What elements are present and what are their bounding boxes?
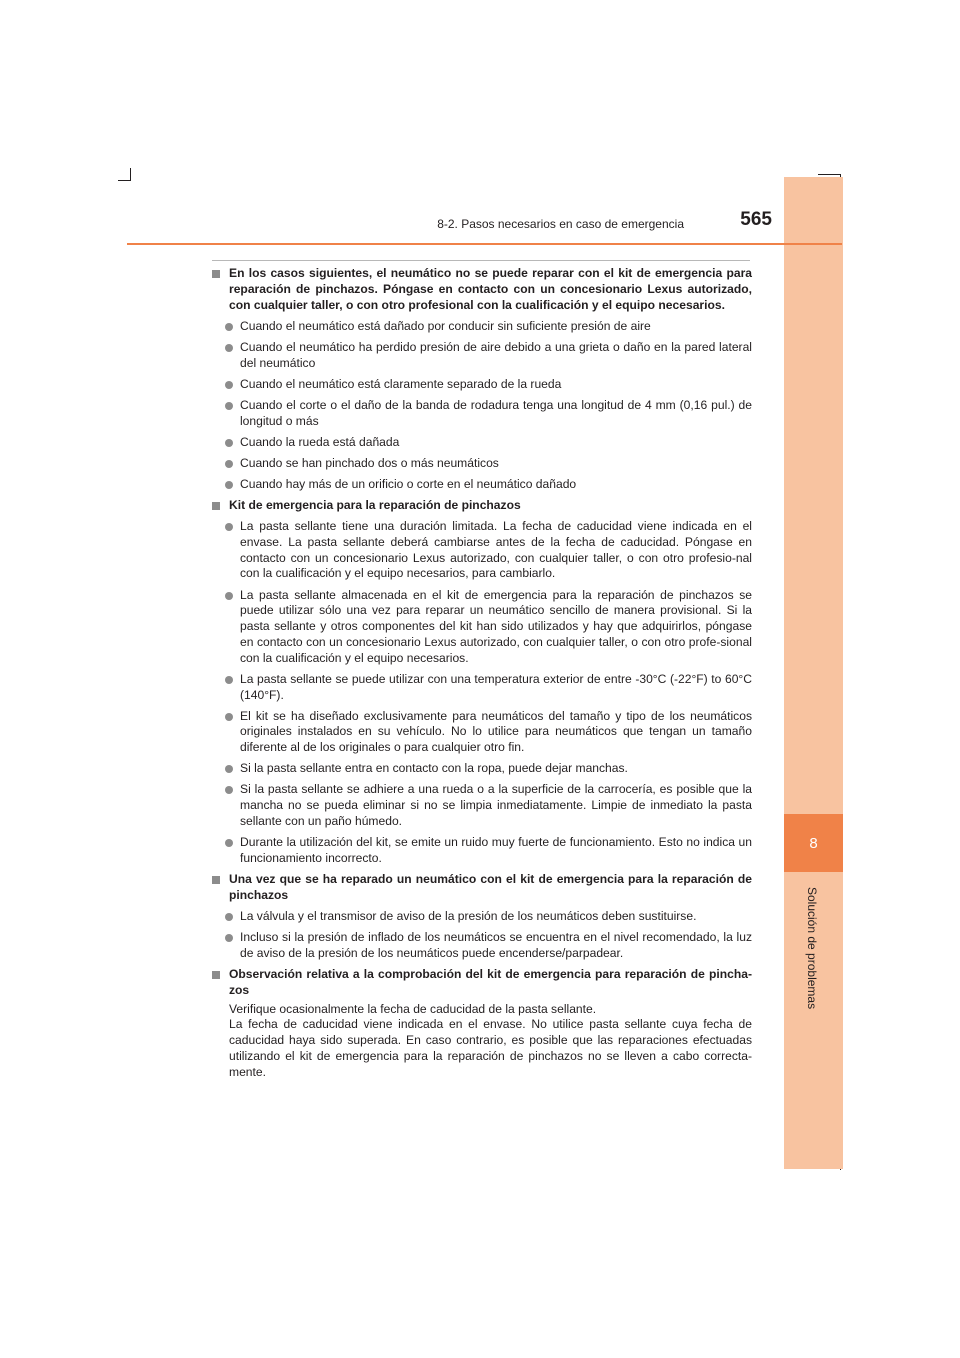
list-item: [212, 398, 752, 430]
item-text: Cuando el neumático está dañado por conducir sin suficiente presión de aire: [240, 318, 651, 333]
square-bullet-icon: [212, 502, 220, 510]
section-title: 8-2. Pasos necesarios en caso de emergencia: [437, 217, 684, 231]
block-heading: Una vez que se ha reparado un neumático con el kit de emergencia para la reparación de pinchazos: [229, 872, 752, 902]
section-block: [212, 872, 752, 962]
item-text: Durante la utilización del kit, se emite un ruido muy fuerte de funcionamiento. Esto no indica un funcionamiento incorrecto.: [240, 835, 752, 865]
round-bullet-icon: [225, 934, 233, 942]
item-text: Cuando el neumático ha perdido presión de aire debido a una grieta o daño en la pared lateral del neumático: [240, 339, 752, 370]
page-number: 565: [740, 209, 772, 230]
item-text: El kit se ha diseñado exclusivamente para neumáticos del tamaño y tipo de los neumáticos originales instalados en su vehículo. No lo utilice para neumáticos que tengan un tamaño diferente al de los originales o para cualquier otro fin.: [240, 708, 752, 755]
paragraph: La fecha de caducidad viene indicada en el envase. No utilice pasta sellante cuya fecha de caducidad haya sido superada. En caso contrario, es posible que las reparaciones efectuadas utilizando el kit de emergencia para la reparación de pinchazos no se lleven a cabo correcta-mente.: [229, 1017, 752, 1079]
round-bullet-icon: [225, 913, 233, 921]
item-text: La válvula y el transmisor de aviso de la presión de los neumáticos deben sustituirse.: [240, 908, 697, 923]
item-text: La pasta sellante almacenada en el kit de emergencia para la reparación de pinchazos se puede utilizar sólo una vez para reparar un neumático sencillo de manera provisional. Si la pasta sellante y otros componentes del kit han sido utilizados y hay que adquirirlos, póngase en contacto con un concesionario Lexus autorizado, con cualquier taller, o con otro profe-sional con la cualificación y el equipo necesarios.: [240, 587, 752, 665]
chapter-title: Solución de problemas: [805, 887, 819, 1010]
list-item: [212, 782, 752, 829]
list-item: [212, 519, 752, 582]
block-heading: En los casos siguientes, el neumático no se puede reparar con el kit de emergencia para reparación de pinchazos. Póngase en contacto con un concesionario Lexus autorizado, con cualquier taller, o con otro profesional con la cualificación y el equipo necesarios.: [229, 266, 752, 312]
list-item: [212, 909, 752, 925]
header-rule: [127, 243, 842, 245]
round-bullet-icon: [225, 786, 233, 794]
item-text: Cuando el neumático está claramente separado de la rueda: [240, 376, 562, 391]
list-item: [212, 672, 752, 704]
list-item: [212, 456, 752, 472]
square-bullet-icon: [212, 971, 220, 979]
item-text: Cuando hay más de un orificio o corte en el neumático dañado: [240, 476, 577, 491]
round-bullet-icon: [225, 402, 233, 410]
round-bullet-icon: [225, 344, 233, 352]
square-bullet-icon: [212, 876, 220, 884]
page-content: [212, 266, 752, 1086]
item-text: Si la pasta sellante se adhiere a una rueda o a la superficie de la carrocería, es posible que la mancha no se pueda eliminar si no se limpia inmediatamente. Limpie de inmediato la pasta sellante con un paño húmedo.: [240, 782, 752, 829]
content-top-rule: [212, 260, 750, 261]
block-heading: Observación relativa a la comprobación del kit de emergencia para reparación de pincha-zos: [229, 966, 752, 997]
round-bullet-icon: [225, 523, 233, 531]
chapter-side-tab: [784, 177, 843, 1169]
item-text: Incluso si la presión de inflado de los neumáticos se encuentra en el nivel recomendado, la luz de aviso de la presión de los neumáticos puede encenderse/parpadear.: [240, 930, 752, 960]
round-bullet-icon: [225, 839, 233, 847]
list-item: [212, 377, 752, 393]
item-text: Cuando la rueda está dañada: [240, 434, 400, 449]
list-item: [212, 588, 752, 667]
paragraph: Verifique ocasionalmente la fecha de caducidad de la pasta sellante.: [229, 1001, 597, 1016]
list-item: [212, 477, 752, 493]
round-bullet-icon: [225, 460, 233, 468]
round-bullet-icon: [225, 439, 233, 447]
crop-mark: [118, 180, 131, 181]
list-item: [212, 340, 752, 372]
list-item: [212, 761, 752, 777]
round-bullet-icon: [225, 713, 233, 721]
round-bullet-icon: [225, 481, 233, 489]
section-block: [212, 266, 752, 493]
item-text: Si la pasta sellante entra en contacto con la ropa, puede dejar manchas.: [240, 761, 628, 776]
page-header: [127, 205, 842, 245]
list-item: [212, 709, 752, 756]
section-block: [212, 967, 752, 1081]
item-text: Cuando el corte o el daño de la banda de rodadura tenga una longitud de 4 mm (0,16 pul.) de longitud o más: [240, 397, 752, 428]
item-text: La pasta sellante se puede utilizar con una temperatura exterior de entre -30°C (-22°F) to 60°C (140°F).: [240, 671, 752, 702]
square-bullet-icon: [212, 270, 220, 278]
crop-mark: [130, 168, 131, 180]
section-block: [212, 498, 752, 867]
item-text: Cuando se han pinchado dos o más neumáticos: [240, 455, 499, 470]
chapter-number: 8: [784, 814, 843, 872]
round-bullet-icon: [225, 592, 233, 600]
item-text: La pasta sellante tiene una duración limitada. La fecha de caducidad viene indicada en el envase. La pasta sellante deberá cambiarse antes de la fecha de caducidad. Póngase en contacto con un concesionario Lexus autorizado, con cualquier taller, o con otro profesio-nal con la cualificación y el equipo necesarios, para cambiarlo.: [240, 519, 752, 581]
list-item: [212, 435, 752, 451]
list-item: [212, 319, 752, 335]
round-bullet-icon: [225, 765, 233, 773]
round-bullet-icon: [225, 381, 233, 389]
crop-mark: [818, 174, 840, 175]
block-heading: Kit de emergencia para la reparación de pinchazos: [229, 497, 521, 512]
list-item: [212, 930, 752, 962]
list-item: [212, 835, 752, 867]
round-bullet-icon: [225, 323, 233, 331]
round-bullet-icon: [225, 676, 233, 684]
